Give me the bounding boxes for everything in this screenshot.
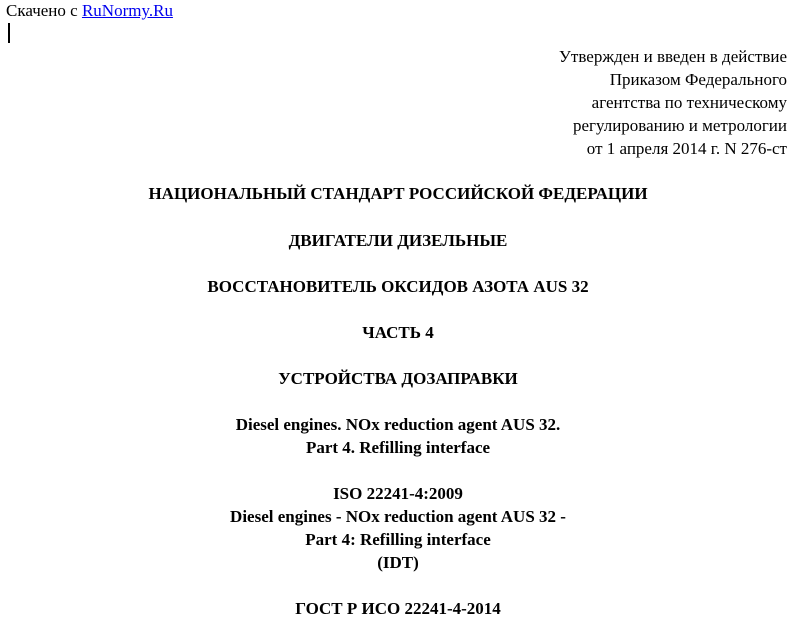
approval-line: регулированию и метрологии	[572, 116, 787, 135]
iso-reference-line: ISO 22241-4:2009	[333, 484, 463, 503]
approval-line: агентства по техническому	[591, 93, 787, 112]
standard-designation: ГОСТ Р ИСО 22241-4-2014	[295, 599, 501, 618]
text-cursor	[8, 23, 10, 43]
english-title-line: Part 4. Refilling interface	[305, 438, 491, 457]
source-prefix: Скачено с	[6, 1, 78, 20]
approval-line: от 1 апреля 2014 г. N 276-ст	[586, 139, 787, 158]
title-agent: ВОССТАНОВИТЕЛЬ ОКСИДОВ АЗОТА AUS 32	[207, 277, 589, 296]
part-title: УСТРОЙСТВА ДОЗАПРАВКИ	[278, 369, 518, 388]
national-standard-heading: НАЦИОНАЛЬНЫЙ СТАНДАРТ РОССИЙСКОЙ ФЕДЕРАЦИИ	[148, 184, 648, 203]
approval-block	[559, 45, 787, 160]
source-line	[6, 1, 173, 21]
english-title-line: Diesel engines. NOx reduction agent AUS 32.	[235, 415, 561, 434]
title-main: ДВИГАТЕЛИ ДИЗЕЛЬНЫЕ	[288, 231, 508, 250]
source-link[interactable]: RuNormy.Ru	[81, 1, 173, 20]
approval-line: Приказом Федерального	[609, 70, 787, 89]
iso-reference-line: (IDT)	[377, 553, 419, 572]
iso-reference-line: Diesel engines - NOx reduction agent AUS 32 -	[230, 507, 566, 526]
iso-reference-line: Part 4: Refilling interface	[305, 530, 491, 549]
part-heading: ЧАСТЬ 4	[362, 323, 434, 342]
approval-line: Утвержден и введен в действие	[558, 47, 787, 66]
